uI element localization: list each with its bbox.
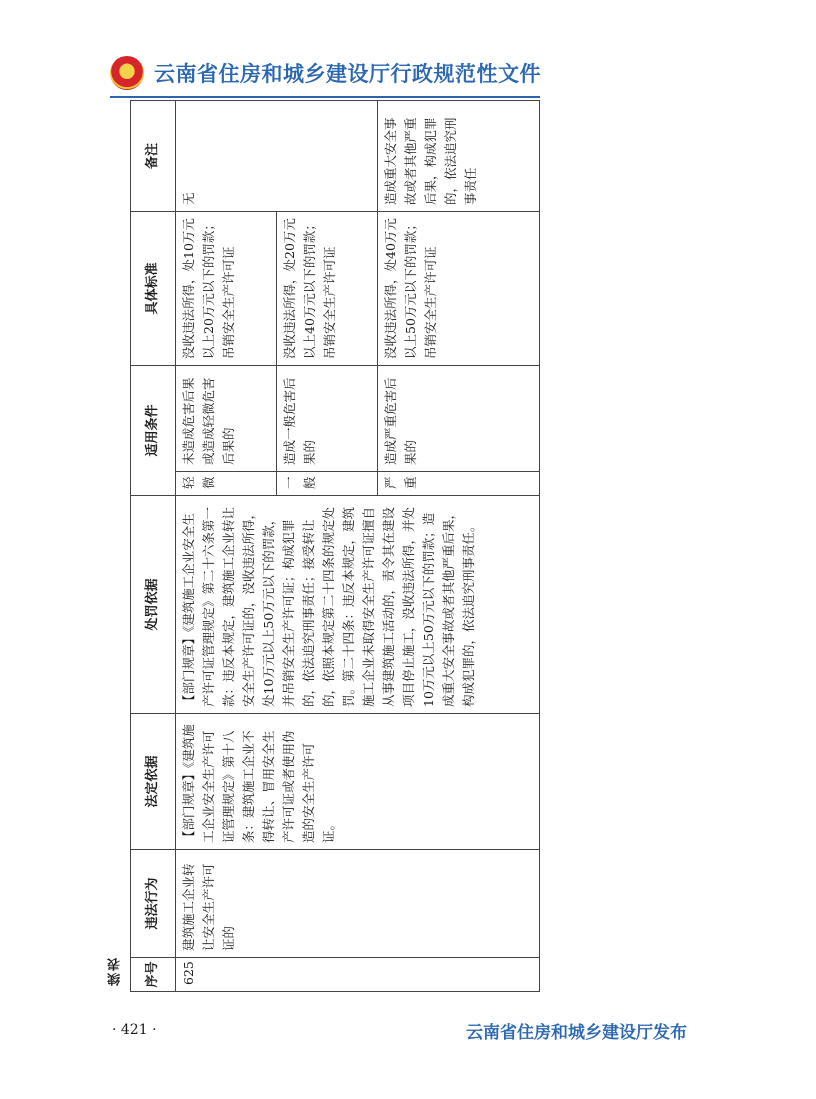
col-header-standard: 具体标准 <box>131 211 176 365</box>
table-row <box>176 101 277 992</box>
publisher-footer: 云南省住房和城乡建设厅发布 <box>466 1023 687 1043</box>
standard-cell-serious: 没收违法所得，处40万元以上50万元以下的罚款；吊销安全生产许可证 <box>378 211 540 365</box>
header-title: 云南省住房和城乡建设厅行政规范性文件 <box>154 62 541 86</box>
level-cell-serious: 严重 <box>378 472 540 496</box>
standard-cell-minor: 没收违法所得，处10万元以上20万元以下的罚款；吊销安全生产许可证 <box>176 211 277 365</box>
level-cell-general: 一般 <box>277 472 378 496</box>
col-header-note: 备注 <box>131 101 176 212</box>
violation-cell: 建筑施工企业转让安全生产许可证的 <box>176 850 540 958</box>
condition-cell-general: 造成一般危害后果的 <box>277 365 378 471</box>
condition-cell-minor: 未造成危害后果或造成轻微危害后果的 <box>176 365 277 471</box>
col-header-violation: 违法行为 <box>131 850 176 958</box>
table-header-row <box>131 101 176 992</box>
penalty-table <box>130 100 540 992</box>
penalty-basis-cell: 【部门规章】《建筑施工企业安全生产许可证管理规定》第二十六条第一款：违反本规定，建筑施工企业转让安全生产许可证的，没收违法所得，处10万元以上50万元以下的罚款，并吊销安全生产许可证；构成犯罪的，依法追究刑事责任；接受转让的，依照本规定第二十四条的规定处罚。第二十四条：违反本规定，建筑施工企业未取得安全生产许可证擅自从事建筑施工活动的，责令其在建设项目停止施工，没收违法所得，并处10万元以上50万元以下的罚款；造成重大安全事故或者其他严重后果，构成犯罪的，依法追究刑事责任。 <box>176 496 540 714</box>
legal-basis-cell: 【部门规章】《建筑施工企业安全生产许可证管理规定》第十八条：建筑施工企业不得转让、冒用安全生产许可证或者使用伪造的安全生产许可证。 <box>176 714 540 850</box>
col-header-condition: 适用条件 <box>131 365 176 495</box>
national-emblem-icon <box>110 56 144 90</box>
col-header-legal-basis: 法定依据 <box>131 714 176 850</box>
note-cell-serious: 造成重大安全事故或者其他严重后果，构成犯罪的，依法追究刑事责任 <box>378 101 540 212</box>
level-cell-minor: 轻微 <box>176 472 277 496</box>
condition-cell-serious: 造成严重危害后果的 <box>378 365 540 471</box>
document-header <box>110 52 540 96</box>
header-rule <box>110 96 540 98</box>
standard-cell-general: 没收违法所得，处20万元以上40万元以下的罚款；吊销安全生产许可证 <box>277 211 378 365</box>
rotated-table-area <box>130 100 540 992</box>
continued-label: 续表 <box>108 956 123 986</box>
row-number: 625 <box>176 958 540 992</box>
col-header-no: 序号 <box>131 958 176 992</box>
page-number: · 421 · <box>112 1022 157 1038</box>
note-cell-minor: 无 <box>176 101 378 212</box>
col-header-penalty-basis: 处罚依据 <box>131 496 176 714</box>
